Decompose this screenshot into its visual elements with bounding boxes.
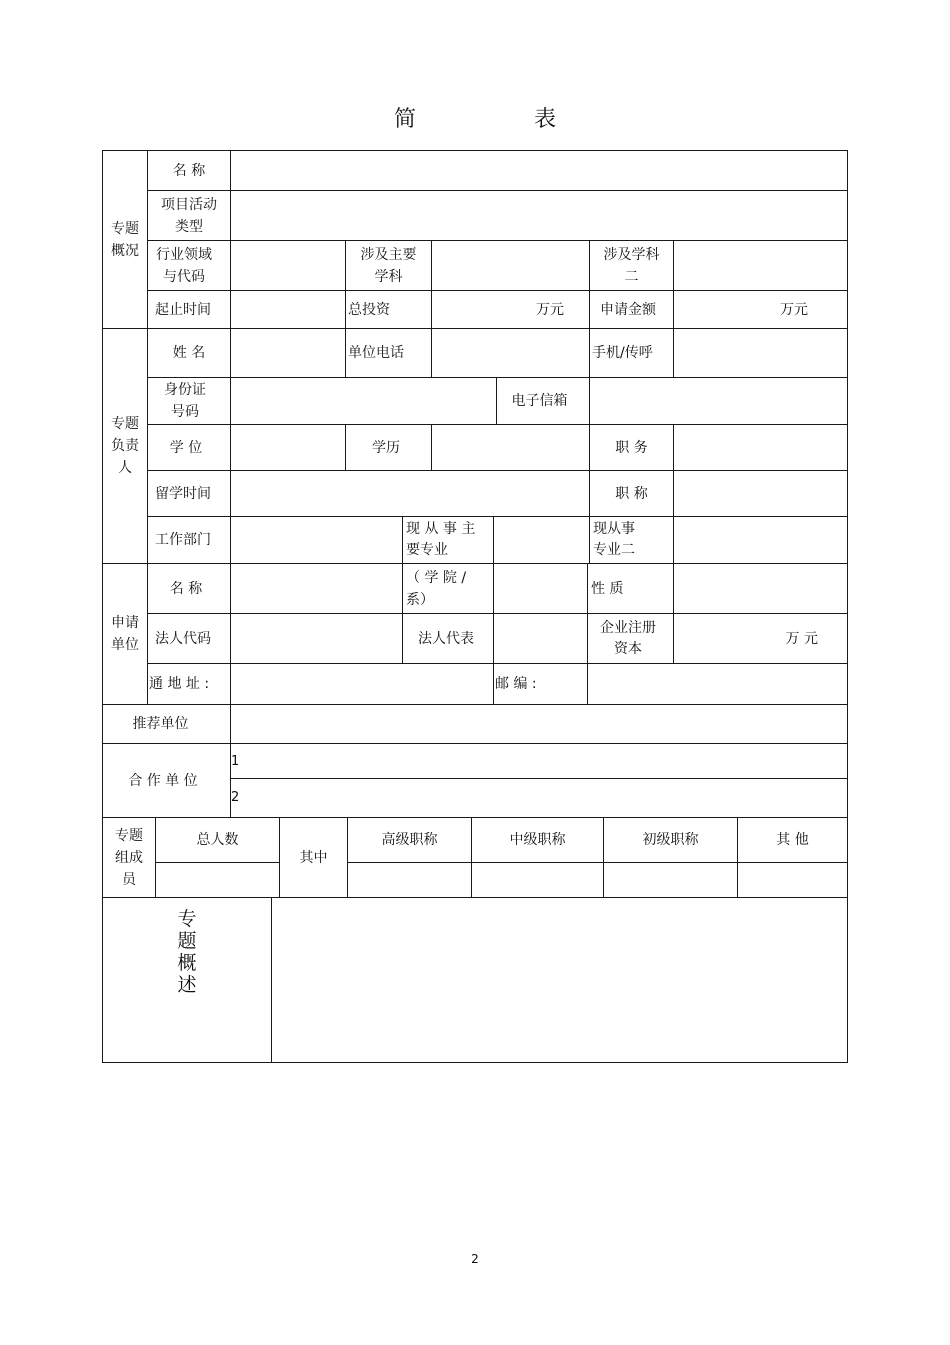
label-activity-type: 项目活动 类型 [161, 196, 217, 235]
divider [230, 150, 231, 743]
divider [147, 240, 848, 241]
label-major-2: 现从事 专业二 [593, 521, 635, 558]
label-middle-title: 中级职称 [509, 832, 566, 848]
divider [155, 862, 279, 863]
label-title: 职 称 [615, 485, 648, 502]
divider [345, 424, 346, 470]
cooperation-row-1: 1 [231, 754, 240, 769]
label-education: 学历 [372, 439, 400, 456]
title-right: 表 [534, 107, 557, 132]
divider [673, 328, 674, 377]
label-id-number: 身份证 号码 [164, 382, 206, 420]
divider [230, 778, 848, 779]
title-left: 简 [393, 107, 416, 132]
unit-wan-capital: 万 元 [785, 630, 818, 647]
section-label-members: 专题 组成 员 [115, 827, 143, 888]
table-border-right [847, 150, 848, 1063]
divider [147, 470, 848, 471]
section-label-summary: 专 题 概 述 [177, 908, 197, 996]
page-number: 2 [471, 1252, 479, 1266]
section-label-leader: 专题 负责 人 [111, 416, 139, 476]
label-major: 现 从 事 主 要专业 [406, 521, 476, 558]
divider [147, 190, 848, 191]
label-abroad-time: 留学时间 [155, 485, 211, 502]
label-degree: 学 位 [169, 439, 203, 456]
label-among: 其中 [299, 849, 328, 866]
label-main-discipline: 涉及主要 学科 [360, 246, 417, 285]
label-project-name: 名 称 [172, 162, 206, 179]
divider [147, 516, 848, 517]
section-label-unit: 申请 单位 [111, 615, 139, 653]
label-legal-code: 法人代码 [155, 630, 211, 647]
label-unit-name: 名 称 [169, 580, 203, 597]
divider [271, 897, 272, 1062]
label-postcode: 邮 编 : [495, 676, 537, 692]
label-email: 电子信箱 [511, 393, 568, 409]
divider [431, 328, 432, 377]
label-mobile: 手机/传呼 [592, 345, 653, 361]
section-label-overview: 专题 概况 [111, 220, 139, 259]
label-period: 起止时间 [155, 301, 211, 318]
label-leader-name: 姓 名 [172, 345, 206, 361]
table-border-bottom [102, 1062, 848, 1063]
page-title [0, 102, 950, 133]
divider [589, 328, 590, 377]
label-address: 通 地 址 : [149, 676, 210, 692]
label-junior-title: 初级职称 [642, 832, 699, 848]
label-legal-rep: 法人代表 [418, 630, 474, 647]
unit-wan-apply: 万元 [780, 301, 808, 318]
divider [589, 377, 590, 424]
divider [402, 516, 403, 563]
divider [493, 563, 494, 704]
cooperation-row-2: 2 [231, 790, 240, 805]
divider [431, 424, 432, 470]
label-senior-title: 高级职称 [381, 832, 438, 848]
label-total-members: 总人数 [196, 832, 239, 848]
divider [347, 862, 848, 863]
divider [147, 424, 848, 425]
label-industry: 行业领域 与代码 [156, 246, 212, 285]
label-apply-amount: 申请金额 [600, 301, 656, 318]
label-registered-capital: 企业注册 资本 [600, 619, 656, 657]
label-position: 职 务 [615, 439, 648, 456]
label-second-discipline: 涉及学科 二 [603, 246, 660, 285]
label-department: 工作部门 [155, 532, 211, 548]
unit-wan-investment: 万元 [536, 301, 564, 318]
divider [673, 424, 674, 563]
label-nature: 性 质 [591, 580, 624, 597]
label-total-investment: 总投资 [348, 301, 390, 318]
label-college: （ 学 院 / 系） [406, 569, 467, 608]
label-recommend-unit: 推荐单位 [132, 716, 189, 732]
divider [493, 516, 494, 563]
divider [345, 328, 346, 377]
label-other: 其 他 [776, 832, 809, 848]
label-cooperation: 合 作 单 位 [128, 772, 198, 789]
label-office-phone: 单位电话 [348, 345, 404, 361]
